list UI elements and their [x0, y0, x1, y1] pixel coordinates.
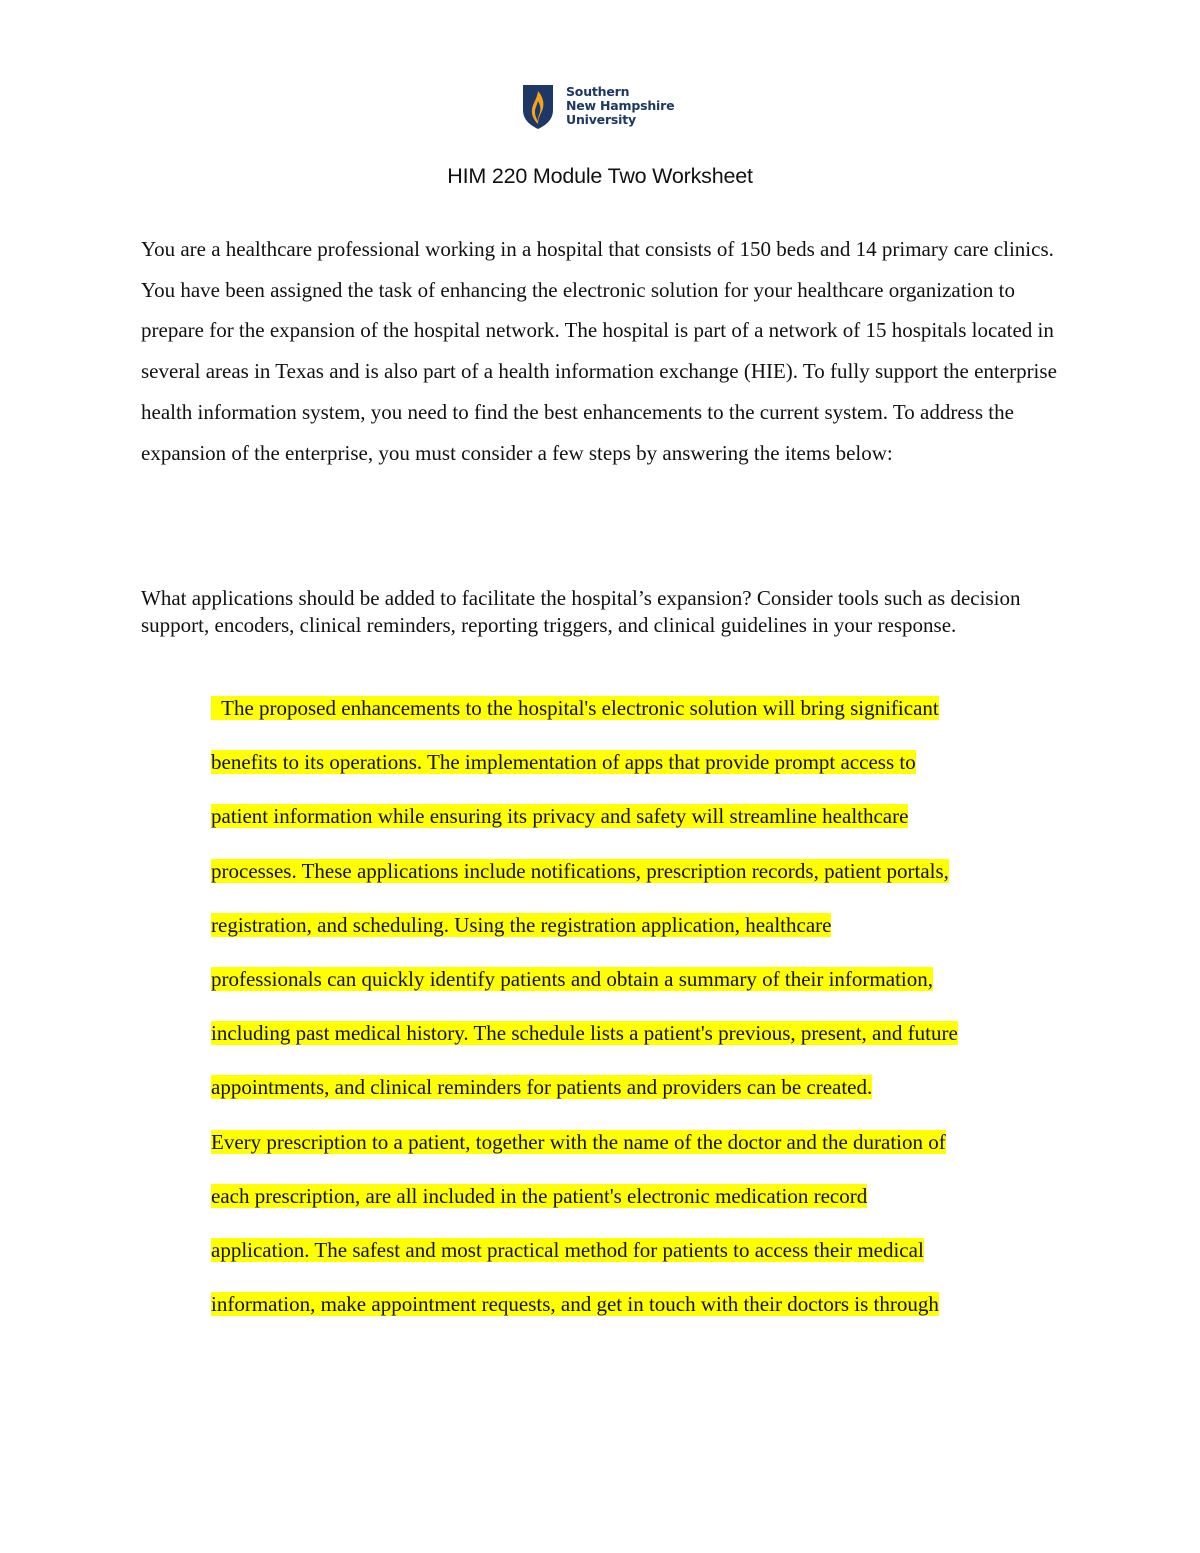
snhu-wordmark	[566, 85, 674, 127]
answer-line-text: professionals can quickly identify patients and obtain a summary of their information,	[211, 966, 933, 991]
answer-line-text: benefits to its operations. The implementation of apps that provide prompt access to	[211, 750, 916, 775]
answer-line	[211, 688, 1071, 742]
answer-line-text: each prescription, are all included in the patient's electronic medication record	[211, 1183, 868, 1208]
logo-line-southern: Southern	[566, 84, 630, 99]
answer-line-text: The proposed enhancements to the hospital's electronic solution will bring significant	[211, 696, 939, 720]
answer-line	[211, 1122, 1071, 1176]
answer-line-text: Every prescription to a patient, together with the name of the doctor and the duration of	[211, 1129, 946, 1154]
intro-paragraph: You are a healthcare professional working in a hospital that consists of 150 beds and 14 primary care clinics. You have been assigned the task of enhancing the electronic solution for your healthcare organization to prepare for the expansion of the hospital network. The hospital is part of a network of 15 hospitals located in several areas in Texas and is also part of a health information exchange (HIE). To fully support the enterprise health information system, you need to find the best enhancements to the current system. To address the expansion of the enterprise, you must consider a few steps by answering the items below:	[141, 237, 1057, 465]
answer-line-text: information, make appointment requests, and get in touch with their doctors is through	[211, 1292, 939, 1317]
answer-line	[211, 1284, 1071, 1338]
answer-line-text: application. The safest and most practical method for patients to access their medical	[211, 1237, 924, 1262]
answer-line	[211, 1230, 1071, 1284]
answer-line-text: patient information while ensuring its privacy and safety will streamline healthcare	[211, 804, 909, 829]
answer-line	[211, 742, 1071, 796]
answer-line	[211, 1067, 1071, 1121]
answer-line	[211, 1013, 1071, 1067]
document-title: HIM 220 Module Two Worksheet	[447, 164, 753, 188]
answer-line-text: appointments, and clinical reminders for patients and providers can be created.	[211, 1075, 873, 1100]
answer-line	[211, 796, 1071, 850]
answer-line-text: including past medical history. The schedule lists a patient's previous, present, and future	[211, 1021, 958, 1046]
answer-line	[211, 1176, 1071, 1230]
snhu-logo	[522, 84, 692, 134]
answer-line-text: registration, and scheduling. Using the registration application, healthcare	[211, 912, 832, 937]
answer-line-text: processes. These applications include notifications, prescription records, patient portals,	[211, 858, 949, 883]
question-paragraph: What applications should be added to facilitate the hospital’s expansion? Consider tools such as decision support, encoders, clinical reminders, reporting triggers, and clinical guidelines in your response.	[141, 586, 1021, 637]
snhu-shield-flame-icon	[522, 84, 554, 130]
answer-line	[211, 851, 1071, 905]
logo-line-new-hampshire: New Hampshire	[566, 98, 675, 113]
answer-line	[211, 905, 1071, 959]
logo-line-university: University	[566, 112, 636, 127]
highlighted-answer	[211, 688, 1071, 1338]
answer-line	[211, 959, 1071, 1013]
